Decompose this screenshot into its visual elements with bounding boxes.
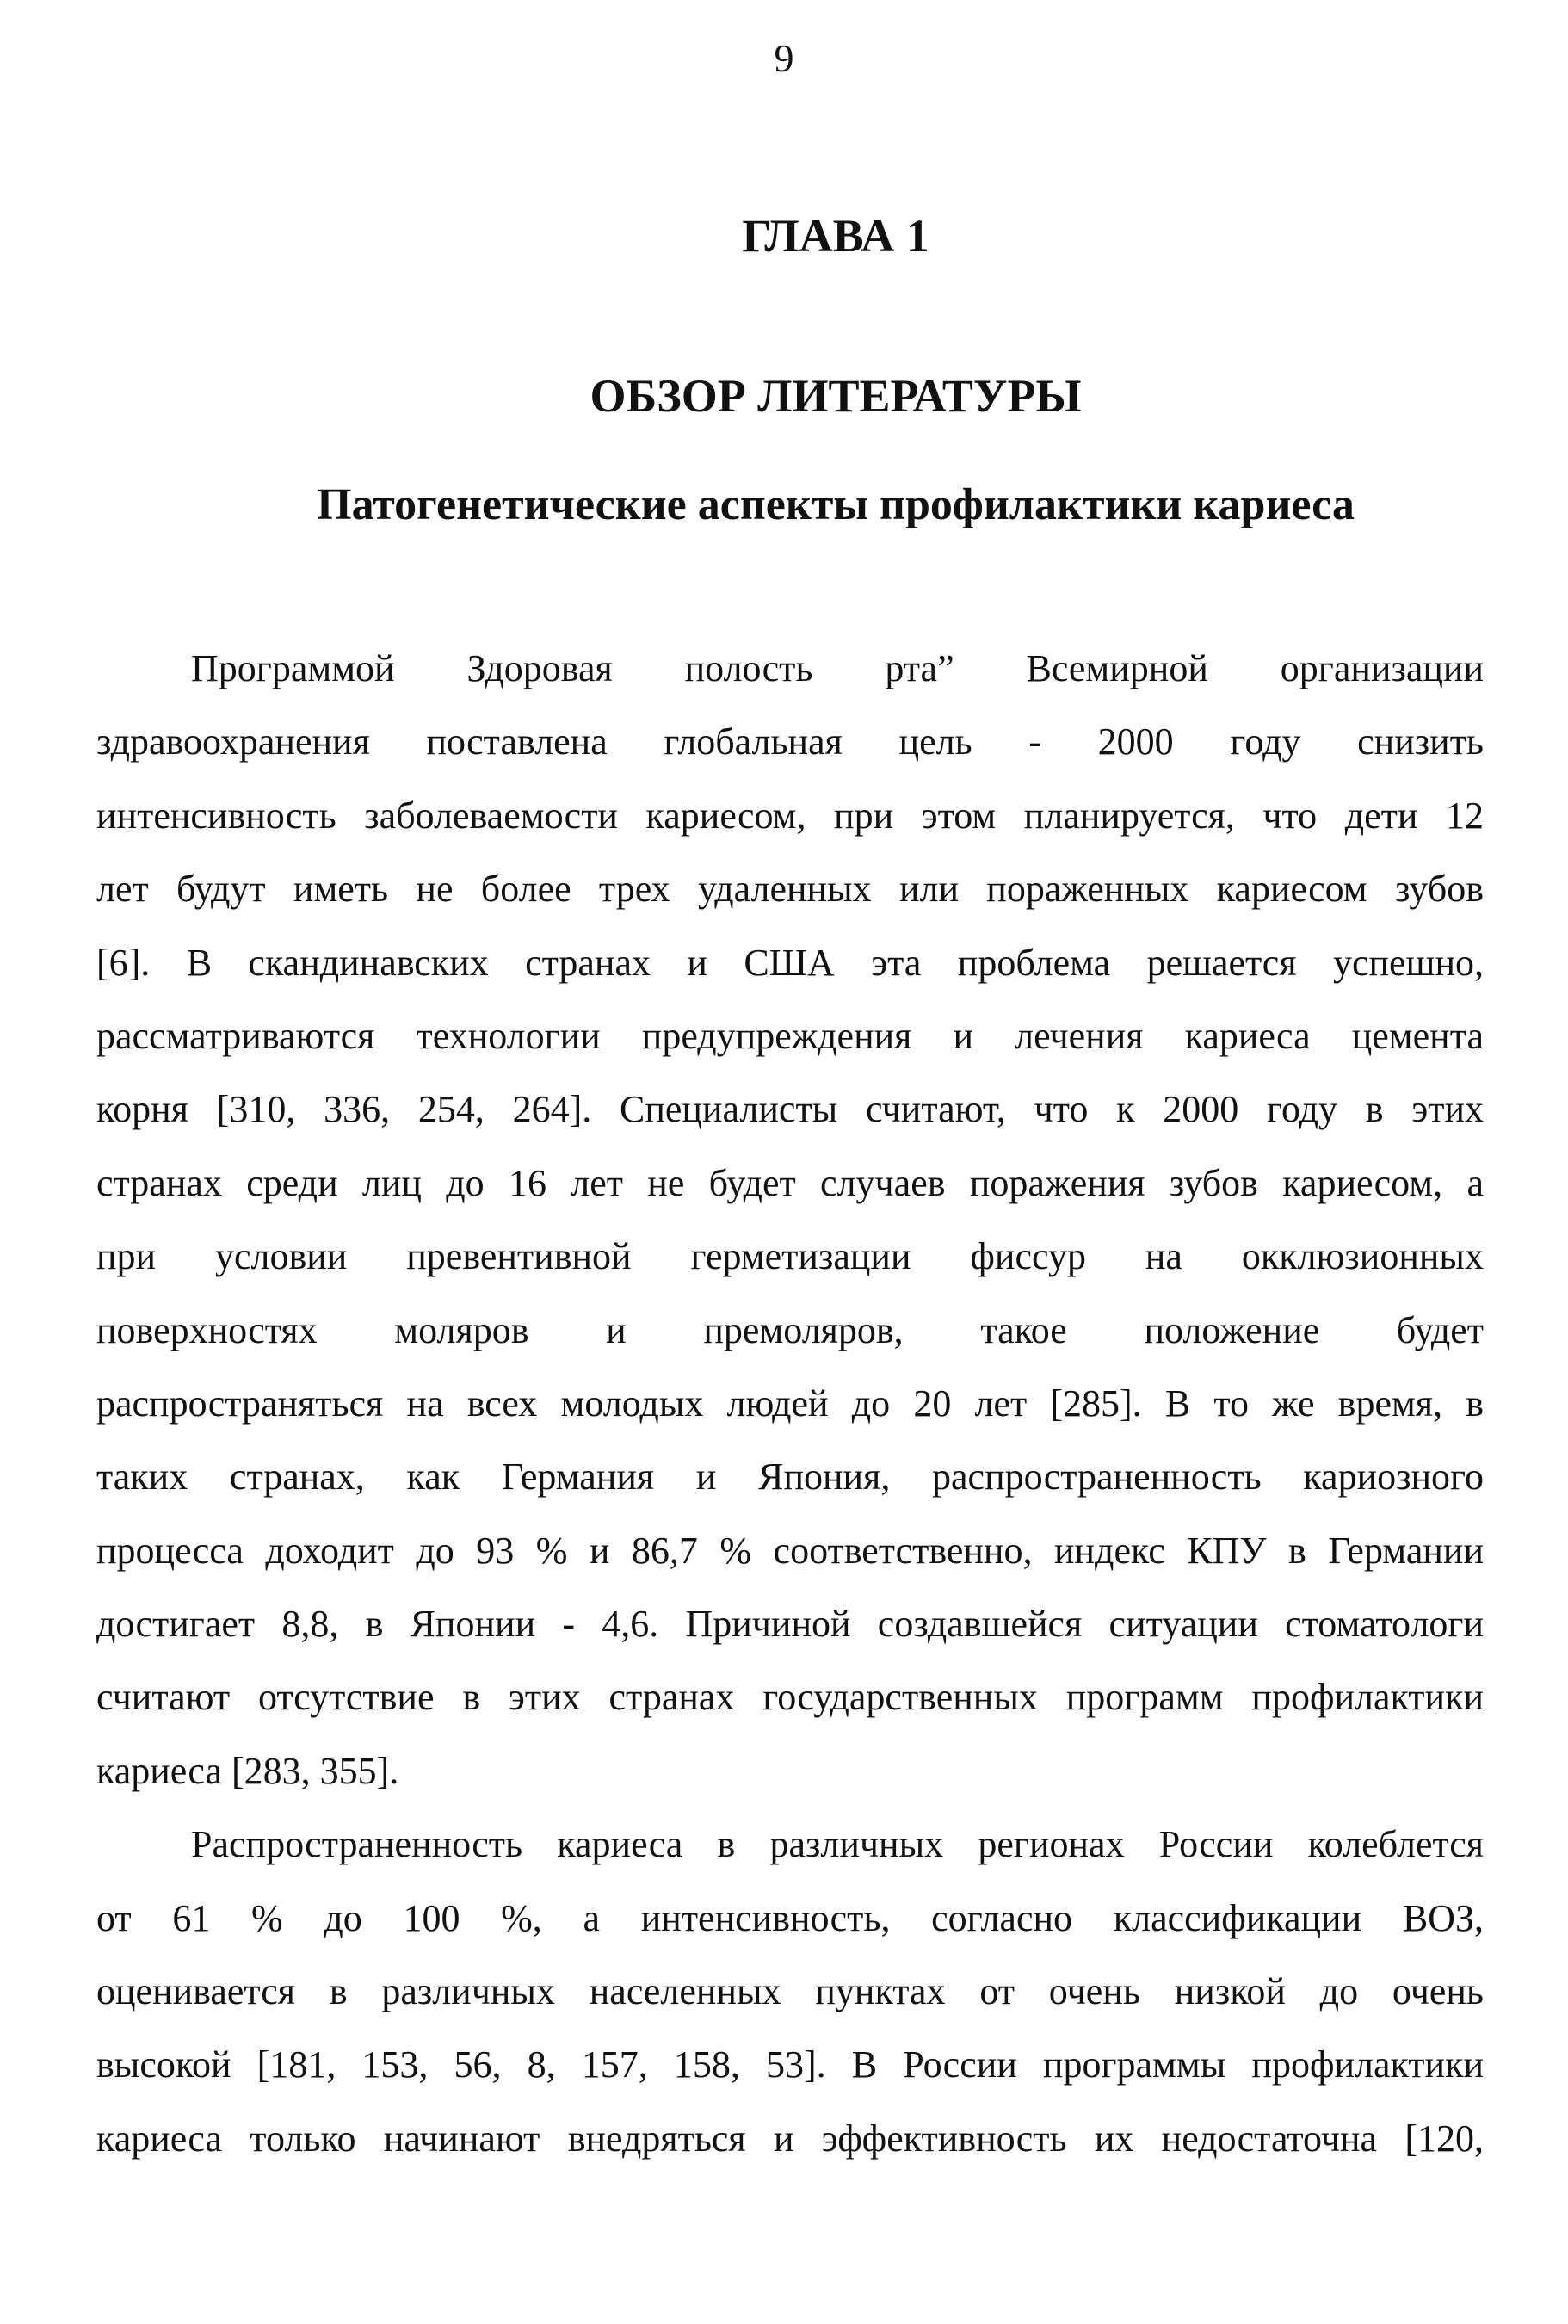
- text-line: кариеса только начинают внедряться и эффективность их недостаточна [120,: [96, 2117, 1484, 2160]
- text-line: Распространенность кариеса в различных регионах России колеблется: [191, 1823, 1484, 1866]
- section-title: ОБЗОР ЛИТЕРАТУРЫ: [590, 370, 1082, 422]
- text-line: распространяться на всех молодых людей до 20 лет [285]. В то же время, в: [96, 1381, 1484, 1425]
- text-line: от 61 % до 100 %, а интенсивность, согласно классификации ВОЗ,: [96, 1896, 1484, 1939]
- text-line: лет будут иметь не более трех удаленных или пораженных кариесом зубов: [96, 868, 1484, 911]
- text-line: высокой [181, 153, 56, 8, 157, 158, 53]. В России программы профилактики: [96, 2043, 1484, 2086]
- text-line: кариеса [283, 355].: [96, 1749, 399, 1792]
- text-line: оценивается в различных населенных пунктах от очень низкой до очень: [96, 1970, 1484, 2013]
- paragraph-2: [96, 1808, 1484, 2175]
- subsection-title: Патогенетические аспекты профилактики кариеса: [317, 480, 1355, 529]
- text-line: [6]. В скандинавских странах и США эта проблема решается успешно,: [96, 941, 1484, 984]
- chapter-heading: ГЛАВА 1: [742, 210, 929, 262]
- body-text: [96, 632, 1484, 2175]
- text-line: Программой Здоровая полость рта” Всемирной организации: [191, 647, 1484, 689]
- text-line: поверхностях моляров и премоляров, такое положение будет: [96, 1308, 1484, 1351]
- text-line: таких странах, как Германия и Япония, распространенность кариозного: [96, 1456, 1484, 1499]
- text-line: считают отсутствие в этих странах государственных программ профилактики: [96, 1676, 1484, 1719]
- text-line: странах среди лиц до 16 лет не будет случаев поражения зубов кариесом, а: [96, 1161, 1484, 1204]
- text-line: рассматриваются технологии предупреждения и лечения кариеса цемента: [96, 1014, 1484, 1057]
- text-line: интенсивность заболеваемости кариесом, при этом планируется, что дети 12: [96, 794, 1484, 837]
- paragraph-1: [96, 632, 1484, 1808]
- page-number: 9: [774, 36, 794, 80]
- text-line: корня [310, 336, 254, 264]. Специалисты считают, что к 2000 году в этих: [96, 1088, 1484, 1131]
- text-line: достигает 8,8, в Японии - 4,6. Причиной создавшейся ситуации стоматологи: [96, 1603, 1484, 1646]
- text-line: здравоохранения поставлена глобальная цель - 2000 году снизить: [96, 720, 1484, 763]
- text-line: процесса доходит до 93 % и 86,7 % соответственно, индекс КПУ в Германии: [96, 1529, 1484, 1572]
- text-line: при условии превентивной герметизации фиссур на окклюзионных: [96, 1235, 1484, 1278]
